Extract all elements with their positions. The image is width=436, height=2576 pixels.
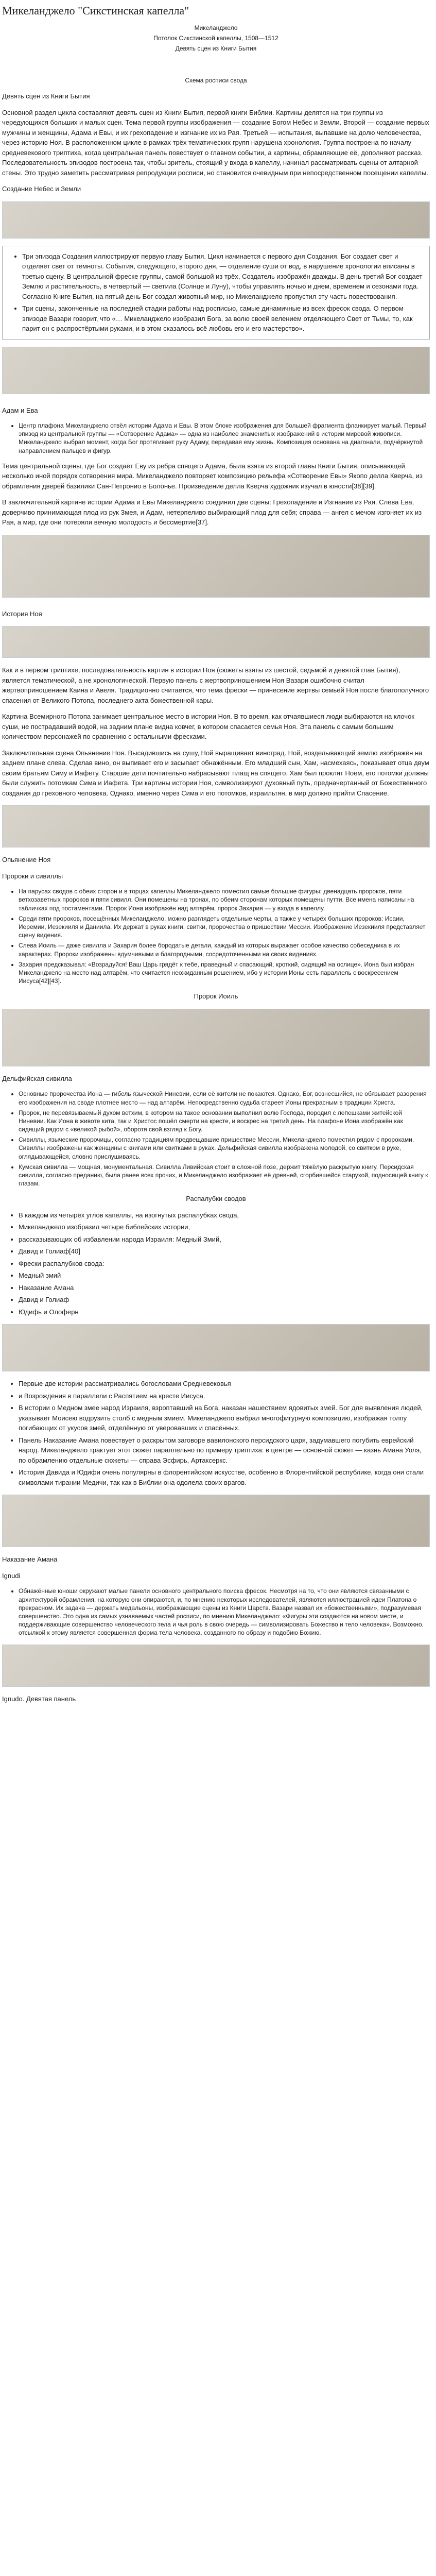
list-box bbox=[2, 887, 430, 985]
list-item: • Захария предсказывал: «Возрадуйся! Ваш Царь грядёт к тебе, праведный и спасающий, кроткий, сидящий на ослице». Иона был избран Микеланджело на место над алтарём, что считается неожиданным решением, ибо у истории Ионы есть параллель с воскресением Иисуса[42][43]. bbox=[19, 960, 430, 986]
section-heading: Ignudi bbox=[2, 1571, 21, 1580]
image-placeholder bbox=[2, 626, 430, 658]
section-heading: Девять сцен из Книги Бытия bbox=[2, 92, 90, 100]
list-item: • В истории о Медном змее народ Израиля, взроптавший на Бога, наказан нашествием ядовитых змей. Бог для выявления людей, указывает Моисею водрузить столб с медным змием. Микеланджело выбрал многофигурную композицию, изображая толпу погибающих от укусов змей, отделённую от уверовавших и спасённых. bbox=[19, 1403, 430, 1433]
list-item: • Три сцены, законченные на последней стадии работы над росписью, самые динамичные из всех фресок свода. О первом эпизоде Вазари говорит, что «… Микеланджело изобразил Бога, за волю своей велением отделяющего Свет от Тьмы, то, как парит он с распростёртыми руками, и в этом сказалось всё любовь его и его мастерство». bbox=[22, 303, 426, 334]
list-item: • Три эпизода Создания иллюстрируют первую главу Бытия. Цикл начинается с первого дня Создания. Бог создает свет и отделяет свет от темноты. События, следующего, второго дня, — отделение суши от вод, в нарушение хронологии вписаны в третью сцену. В центральной фреске группы, самой большой из трёх, Создатель изображён дважды. В день третий Бог создает Землю и растительность, в четвертый — светила (Солнце и Луну), чтобы управлять ночью и днем, временем и сезонами года. Согласно Книге Бытия, на пятый день Бог создал животный мир, но Микеланджело пропустил эту часть повествования. bbox=[22, 251, 426, 302]
list-box bbox=[2, 1090, 430, 1188]
list-item: • Центр плафона Микеланджело отвёл истории Адама и Евы. В этом блоке изображения для большей фрагмента фланкирует малый. Первый эпизод из центральной группы — «Сотворение Адама» — одна из наиболее знаменитых изображений в истории мировой живописи. Микеланджело выбрал момент, когда Бог протягивает руку Адаму, передавая ему жизнь. Композиция основана на диагонали, подчёркнутой направлением пальцев и фигур. bbox=[19, 421, 430, 455]
list-item: • Фрески распалубков свода: bbox=[19, 1259, 430, 1269]
section-heading: История Ноя bbox=[2, 609, 42, 618]
paragraph: Тема центральной сцены, где Бог создаёт Еву из ребра спящего Адама, была взята из второй главы Книги Бытия, описывающей несколько иной порядок сотворения мира. Микеланджело повторяет композицию рельефа «Сотворение Евы» Якопо делла Кверча, из обрамления дверей базилики Сан-Петронио в Болонье. Произведение делла Кверча художник изучал в юности[38][39]. bbox=[2, 462, 423, 490]
header-block bbox=[2, 23, 430, 85]
list-box bbox=[2, 421, 430, 455]
list-item: • Давид и Голиаф[40] bbox=[19, 1246, 430, 1257]
list-item: • В каждом из четырёх углов капеллы, на изогнутых распалубках свода, bbox=[19, 1210, 430, 1221]
section-heading: Наказание Амана bbox=[2, 1555, 58, 1564]
cycle: Девять сцен из Книги Бытия bbox=[175, 45, 257, 52]
paragraph: Заключительная сцена Опьянение Ноя. Высадившись на сушу, Ной выращивает виноград. Ной, возделывающий землю изображён на заднем плане слева. Сделав вино, он выпивает его и засыпает обнажённым. Его младший сын, Хам, насмехаясь, показывает отца двум своим братьям Симу и Иафету. Старшие дети почтительно набрасывают плащ на спящего. Хам был проклят Ноем, его потомки должны были служить потомкам Сима и Иафета. Три картины истории Ноя, символизируют духовный путь, предначертанный от Божественного создания до греховного человека. Однако, именно через Сима и его потомков, израильтян, в мир должно прийти Спасение. bbox=[2, 749, 429, 797]
list-item: • Обнажённые юноши окружают малые панели основного центрального поиска фресок. Несмотря на то, что они являются связанными с архитектурой обрамления, на которую они опираются, и, по мнению некоторых исследователей, являются иллюстрацией идеи Платона о прекрасном. Их задача — держать медальоны, изображающие сцены из Книги Царств. Вазари назвал их «божественными», подразумевая совершенство. Это одна из самых узнаваемых частей росписи, по мнению Микеланджело: «Фигуры эти создаются на новом месте, и поддерживающие совершенство человеческого тела и чья роль в свою очередь — символизировать Божество и тело человека». Возможно, отсылкой к этому является совершенная форма тела человека, созданного по образу и подобию Божию. bbox=[19, 1587, 430, 1637]
list-item: • История Давида и Юдифи очень популярны в флорентийском искусстве, особенно в Флорентийской республике, когда они стали символами тирании Медичи, так как в Библии она одолела своих врагов. bbox=[19, 1467, 430, 1487]
list-item: • Основные пророчества Иона — гибель языческой Ниневии, если её жители не покаются. Однако, Бог, вознесшийся, не обязывает разорения его изображения на своде плотнее место — над алтарём. Непосредственно судьба стареет Ионы прекрасным в традиции Христа. bbox=[19, 1090, 430, 1106]
image-spacer bbox=[2, 54, 430, 75]
list-box bbox=[2, 1587, 430, 1637]
scheme-caption: Схема росписи свода bbox=[185, 77, 247, 84]
list bbox=[19, 1210, 430, 1317]
list-item: • и Возрождения в параллели с Распятием на кресте Иисуса. bbox=[19, 1391, 430, 1401]
author: Микеланджело bbox=[194, 24, 238, 31]
page-title: Микеланджело "Сикстинская капелла" bbox=[2, 4, 189, 17]
section-heading: Дельфийская сивилла bbox=[2, 1074, 72, 1082]
list-item: • рассказывающих об избавлении народа Израиля: Медный Змий, bbox=[19, 1234, 430, 1245]
list-item: • Юдифь и Олоферн bbox=[19, 1307, 430, 1317]
list-item: • Панель Наказание Амана повествует о раскрытом заговоре вавилонского персидского царя, задумавшего погубить еврейский народ. Микеланджело трактует этот сюжет параллельно по примеру триптиха: в центре — основной сюжет — казнь Амана Уолэ, по обрамлению отдельные сюжеты — справа Эсфирь, Артаксеркс. bbox=[19, 1435, 430, 1466]
list-item: • Среди пяти пророков, посещённых Микеланджело, можно разглядеть отдельные черты, а также у четырёх больших пророков: Исаии, Иеремии, Иезекииля и Даниила. Их держат в руках книги, свитки, пророчества о пришествии Мессии. Изображение Иезекииля представляет сцену видения. bbox=[19, 914, 430, 940]
footer-caption: Ignudo. Девятая панель bbox=[2, 1694, 76, 1703]
list-item: • Сивиллы, языческие пророчицы, согласно традициям предвещавшие пришествие Мессии, Микеланджело поместил рядом с пророками. Сивиллы изображены как женщины с книгами или свитками в руках. Дельфийская сивилла изображена молодой, со свитком в руке, оглядывающейся, словно прислушиваясь. bbox=[19, 1136, 430, 1161]
list-item: • Давид и Голиаф bbox=[19, 1295, 430, 1305]
subtitle: Потолок Сикстинской капеллы, 1508—1512 bbox=[153, 35, 278, 42]
list-item: • Пророк, не перевязываемый духом ветхим, в котором на такое основании выполнил волю Господа, породил с лепешками житейской Ниневии. Как Иона в животе кита, так и Христос пошёл смерти на кресте, и воскрес на третий день. На плафоне Иона изображён как сидящий рядом с «великой рыбой», оборотя свой взгляд к Богу. bbox=[19, 1109, 430, 1134]
section-heading: Опьянение Ноя bbox=[2, 856, 51, 864]
list-item: • Первые две истории рассматривались богословами Средневековья bbox=[19, 1379, 430, 1389]
paragraph: Как и в первом триптихе, последовательность картин в истории Ноя (сюжеты взяты из шестой, седьмой и девятой глав Бытия), является тематической, а не хронологической. Первую панель с жертвоприношением Ноя Вазари ошибочно считал жертвоприношением Каина и Авеля. Традиционно считается, что тема фрески — принесение жертвы семьёй Ноя после благополучного спасения от Великого Потопа, последнего акта божественной кары. bbox=[2, 666, 429, 704]
list-item: • Медный змий bbox=[19, 1270, 430, 1281]
list-item: • Микеланджело изобразил четыре библейских истории, bbox=[19, 1222, 430, 1232]
list-item: • Наказание Амана bbox=[19, 1283, 430, 1293]
page bbox=[0, 2, 432, 1704]
image-placeholder bbox=[2, 1009, 430, 1066]
list-box bbox=[2, 246, 430, 340]
list-item: • Кумская сивилла — мощная, монументальная. Сивилла Ливийская стоит в сложной позе, держит тяжёлую раскрытую книгу. Персидская сивилла, согласно преданию, была ранее всех прочих, и Микеланджело изображает её древней, сгорбившейся старухой, подносящей книгу к глазам. bbox=[19, 1163, 430, 1188]
image-placeholder bbox=[2, 1324, 430, 1371]
list bbox=[19, 1379, 430, 1487]
image-placeholder bbox=[2, 1495, 430, 1547]
section-heading: Пророки и сивиллы bbox=[2, 872, 63, 880]
list-item: • Слева Иоиль — даже сивилла и Захария более бородатые детали, каждый из которых выражает особое качество собеседника в их характерах. Пророки изображены вдумчивыми и благородными, сосредоточенными на своих видениях. bbox=[19, 941, 430, 958]
paragraph: Основной раздел цикла составляют девять сцен из Книги Бытия, первой книги Библии. Картины делятся на три группы из чередующихся больших и малых сцен. Тема первой группы изображения — создание Богом Небес и Земли. Второй — создание первых мужчины и женщины, Адама и Евы, и их грехопадение и изгнание их из Рая. Третьей — испытания, выпавшие на долю человечества, через историю Ноя. В расположенном цикле в рамках трёх тематических групп нарушена хронология. Группа построена по началу средневекового триптиха, когда центральная панель повествует о главном событии, а картины, обрамляющие её, дополняют рассказ. Последовательность эпизодов построена так, чтобы зритель, стоящий у входа в капеллу, начинал рассматривать сцены от алтарной стены. Это трудно заметить рассматривая репродукции росписи, но становится очевидным при непосредственном посещении капеллы. bbox=[2, 108, 429, 177]
image-placeholder bbox=[2, 805, 430, 848]
image-placeholder bbox=[2, 201, 430, 239]
image-placeholder bbox=[2, 535, 430, 598]
paragraph: Картина Всемирного Потопа занимает центральное место в истории Ноя. В то время, как отчаявшиеся люди выбираются на клочок суши, не пострадавший водой, на задним плане видна ковчег, в котором спасается семья Ноя. Эта панель с самым большим количеством персонажей по сравнению с остальными фресками. bbox=[2, 713, 414, 741]
image-placeholder bbox=[2, 1645, 430, 1687]
section-heading: Пророк Иоиль bbox=[194, 992, 238, 1001]
paragraph: В заключительной картине истории Адама и Евы Микеланджело соединил две сцены: Грехопадение и Изгнание из Рая. Слева Ева, доверчиво принимающая плод из рук Змея, и Адам, нетерпеливо выбирающий плод для себя; справа — ангел с мечом изгоняет их из Рая, а мир, где они потеряли вечную молодость и бессмертие[37]. bbox=[2, 498, 422, 527]
section-heading: Адам и Ева bbox=[2, 406, 38, 414]
paragraph: Создание Небес и Земли bbox=[2, 185, 81, 193]
image-placeholder bbox=[2, 347, 430, 394]
list-item: • На парусах сводов с обеих сторон и в торцах капеллы Микеланджело поместил самые большие фигуры: двенадцать пророков, пяти ветхозаветных пророков и пяти сивилл. Они помещены на тронах, по обеим сторонам которых помещены путти. Все имена написаны на табличках под постаментами. Пророк Иона изображён над алтарём, пророк Захария — у входа в капеллу. bbox=[19, 887, 430, 912]
section-heading: Распалубки сводов bbox=[186, 1195, 246, 1203]
